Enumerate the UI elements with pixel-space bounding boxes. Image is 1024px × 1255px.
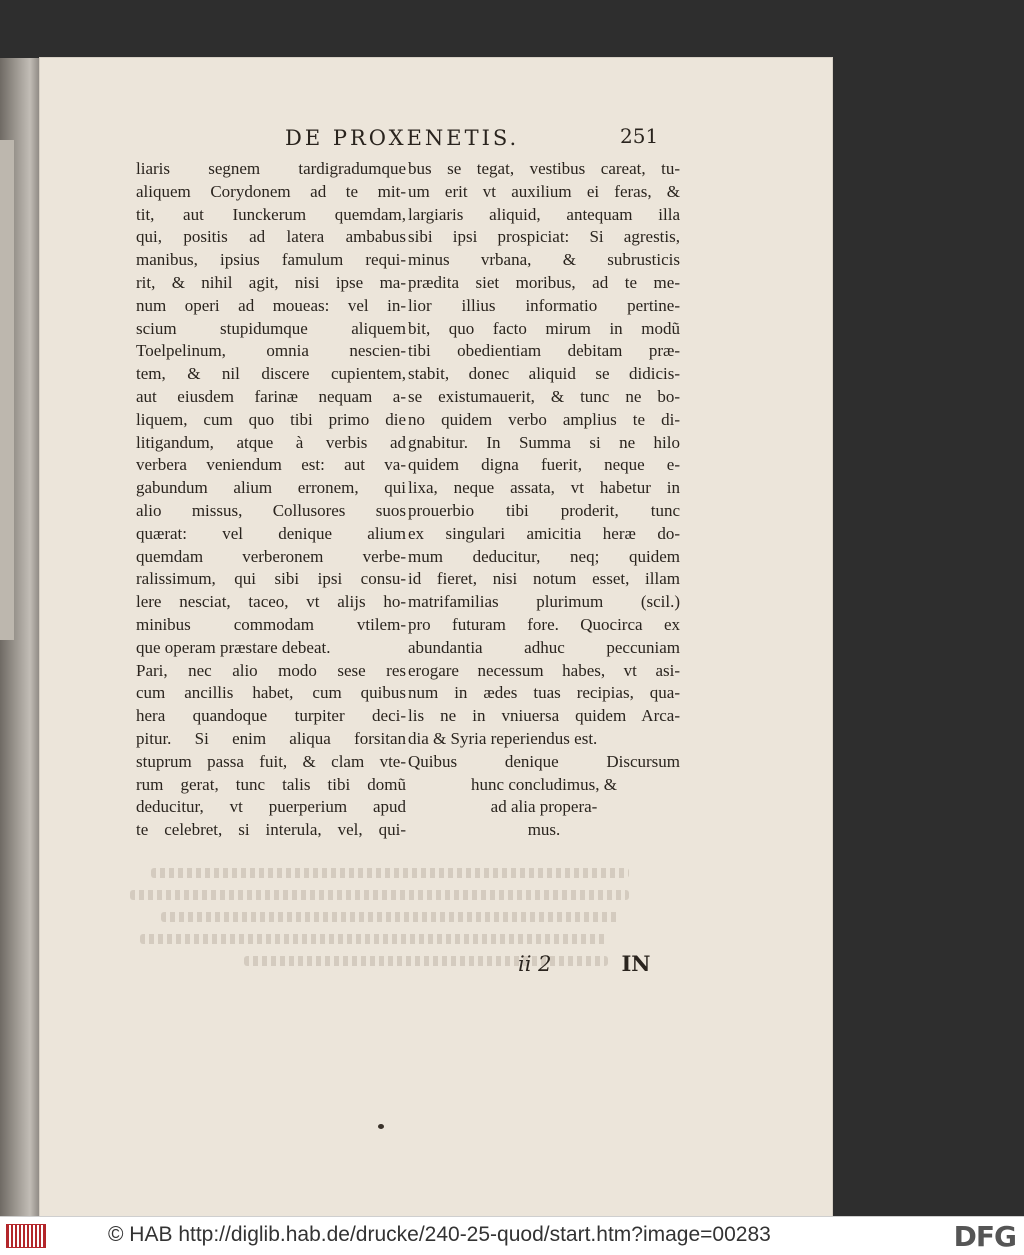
text-line: tem, & nil discere cupientem, [136,364,406,384]
text-line: lixa, neque assata, vt habetur in [408,478,680,498]
ink-speck [378,1124,384,1129]
text-line: mum deducitur, neq; quidem [408,546,680,566]
catchword [518,951,651,976]
text-line: que operam præstare debeat. [136,637,331,657]
dfg-logo-icon: DFG [953,1220,1016,1253]
text-line: no quidem verbo amplius te di- [408,409,680,429]
text-line: qui, positis ad latera ambabus [136,227,406,247]
text-line: aut eiusdem farinæ nequam a- [136,386,406,406]
text-line: tit, aut Iunckerum quemdam, [136,204,406,224]
text-line: Pari, nec alio modo sese res [136,660,406,680]
text-line: lior illius informatio pertine- [408,295,680,315]
text-line: mus. [527,820,561,840]
text-line: alio missus, Collusores suos [136,500,406,520]
text-line: quærat: vel denique alium [136,523,406,543]
text-line: sibi ipsi prospiciat: Si agrestis, [408,227,680,247]
text-column-left [136,158,406,842]
text-line: hera quandoque turpiter deci- [136,706,406,726]
text-line: ex singulari amicitia heræ do- [408,523,680,543]
text-line: erogare necessum habes, vt asi- [408,660,680,680]
text-line: tibi obedientiam debitam præ- [408,341,680,361]
page-number: 251 [620,124,659,148]
hab-barcode-logo-icon [6,1224,46,1248]
text-line: liaris segnem tardigradumque [136,159,406,178]
source-url-link[interactable]: © HAB http://diglib.hab.de/drucke/240-25-quod/start.htm?image=00283 [108,1223,771,1246]
text-line: prouerbio tibi proderit, tunc [408,500,680,520]
text-line: stabit, donec aliquid se didicis- [408,364,680,384]
text-line: num operi ad moueas: vel in- [136,295,406,315]
book-page [40,58,832,1216]
text-line: liquem, cum quo tibi primo die [136,409,406,429]
text-line: verbera veniendum est: aut va- [136,455,406,475]
text-line: gnabitur. In Summa si ne hilo [408,432,680,452]
text-line: prædita siet moribus, ad te me- [408,272,680,292]
text-line: lis ne in vniuersa quidem Arca- [408,706,680,726]
signature-mark: ii 2 [518,952,552,976]
text-line: ralissimum, qui sibi ipsi consu- [136,569,406,589]
text-column-right [408,158,680,842]
footer-bar [0,1216,1024,1255]
text-line: bus se tegat, vestibus careat, tu- [408,159,680,178]
text-line: se existumauerit, & tunc ne bo- [408,386,680,406]
text-line: hunc concludimus, & [471,774,617,794]
running-head: DE PROXENETIS. [285,126,520,150]
text-line: lere nesciat, taceo, vt alijs ho- [136,592,406,612]
text-line: rum gerat, tunc talis tibi domũ [136,774,406,794]
text-line: stuprum passa fuit, & clam vte- [136,751,406,771]
text-line: Toelpelinum, omnia nescien- [136,341,406,361]
text-line: dia & Syria reperiendus est. [408,728,598,748]
text-line: gabundum alium erronem, qui [136,478,406,498]
text-line: minibus commodam vtilem- [136,614,406,634]
text-line: num in ædes tuas recipias, qua- [408,683,680,703]
text-line: ad alia propera- [490,797,598,817]
text-line: pitur. Si enim aliqua forsitan [136,728,406,748]
text-line: rit, & nihil agit, nisi ipse ma- [136,272,406,292]
text-line: largiaris aliquid, antequam illa [408,204,680,224]
text-line: quidem digna fuerit, neque e- [408,455,680,475]
catchword-word: IN [621,951,651,976]
text-line: minus vrbana, & subrusticis [408,250,680,270]
text-line: id fieret, nisi notum esset, illam [408,569,680,589]
text-line: deducitur, vt puerperium apud [136,797,406,817]
text-line: scium stupidumque aliquem [136,318,406,338]
previous-page-strip [0,140,14,640]
text-line: matrifamilias plurimum (scil.) [408,592,680,612]
text-line: cum ancillis habet, cum quibus [136,683,406,703]
text-line: aliquem Corydonem ad te mit- [136,181,406,201]
text-line: abundantia adhuc peccuniam [408,637,680,657]
text-line: Quibus denique Discursum [408,751,680,771]
text-line: manibus, ipsius famulum requi- [136,250,406,270]
text-line: pro futuram fore. Quocirca ex [408,614,680,634]
text-line: um erit vt auxilium ei feras, & [408,181,680,201]
text-line: quemdam verberonem verbe- [136,546,406,566]
text-line: litigandum, atque à verbis ad [136,432,406,452]
text-line: te celebret, si interula, vel, qui- [136,820,406,840]
text-line: bit, quo facto mirum in modũ [408,318,680,338]
